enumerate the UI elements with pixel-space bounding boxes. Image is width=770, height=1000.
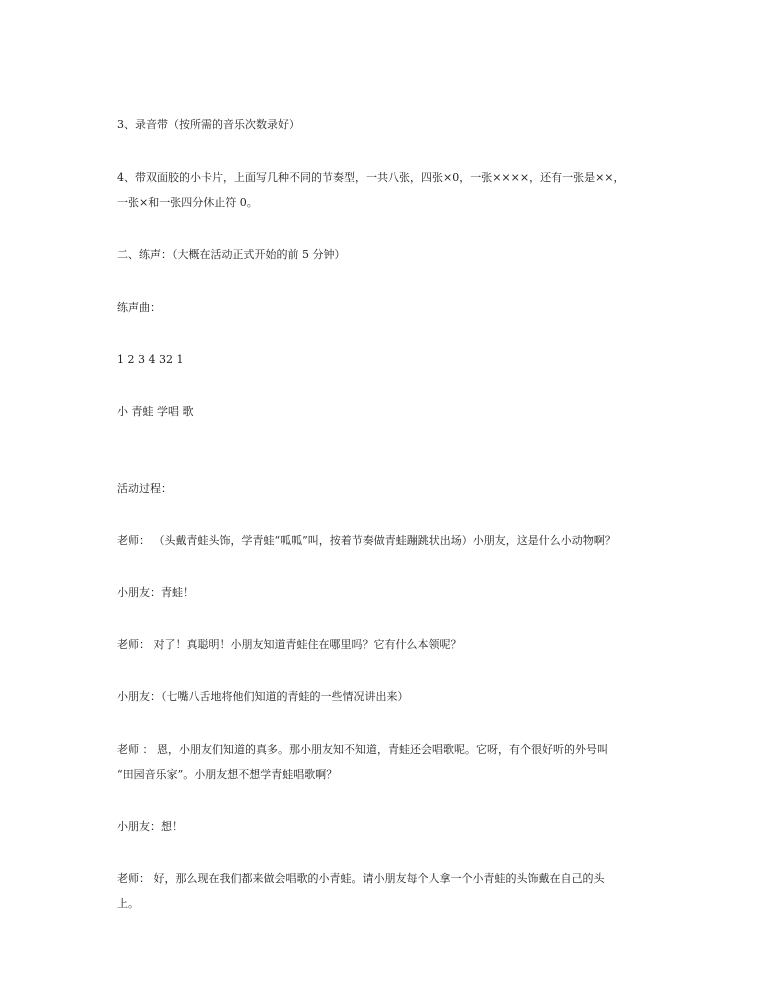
section-2-heading: 二、练声：（大概在活动正式开始的前 5 分钟）	[117, 248, 346, 261]
dialogue-child-3: 小朋友：想！	[117, 820, 183, 833]
dialogue-child-1: 小朋友：青蛙！	[117, 586, 194, 599]
process-label: 活动过程：	[117, 482, 172, 495]
dialogue-teacher-4-line-2: 上。	[117, 897, 139, 910]
dialogue-teacher-4-line-1: 老师： 好，那么现在我们都来做会唱歌的小青蛙。请小朋友每个人拿一个小青蛙的头饰戴在自己的头	[117, 872, 605, 885]
dialogue-teacher-2: 老师： 对了！真聪明！小朋友知道青蛙住在哪里吗？它有什么本领呢？	[117, 638, 462, 651]
warmup-label: 练声曲：	[117, 301, 161, 314]
dialogue-teacher-3-line-2: “田园音乐家”。小朋友想不想学青蛙唱歌啊？	[117, 768, 338, 781]
item-4-line-2: 一张×和一张四分休止符 0。	[117, 196, 258, 209]
warmup-lyrics: 小 青蛙 学唱 歌	[117, 405, 194, 418]
dialogue-teacher-3-line-1: 老师 ： 恩，小朋友们知道的真多。那小朋友知不知道，青蛙还会唱歌呢。它呀，有个很好听的外号叫	[117, 743, 608, 756]
item-3-line: 3、录音带（按所需的音乐次数录好）	[117, 118, 300, 131]
item-4-line-1: 4、带双面胶的小卡片，上面写几种不同的节奏型，一共八张，四张×0，一张××××，还有一张是××，	[117, 171, 625, 184]
dialogue-teacher-1: 老师： （头戴青蛙头饰，学青蛙“呱呱”叫，按着节奏做青蛙蹦跳状出场）小朋友，这是什么小动物啊？	[117, 534, 616, 547]
dialogue-child-2: 小朋友：（七嘴八舌地将他们知道的青蛙的一些情况讲出来）	[117, 690, 409, 703]
warmup-notes: 1 2 3 4 32 1	[117, 353, 184, 366]
